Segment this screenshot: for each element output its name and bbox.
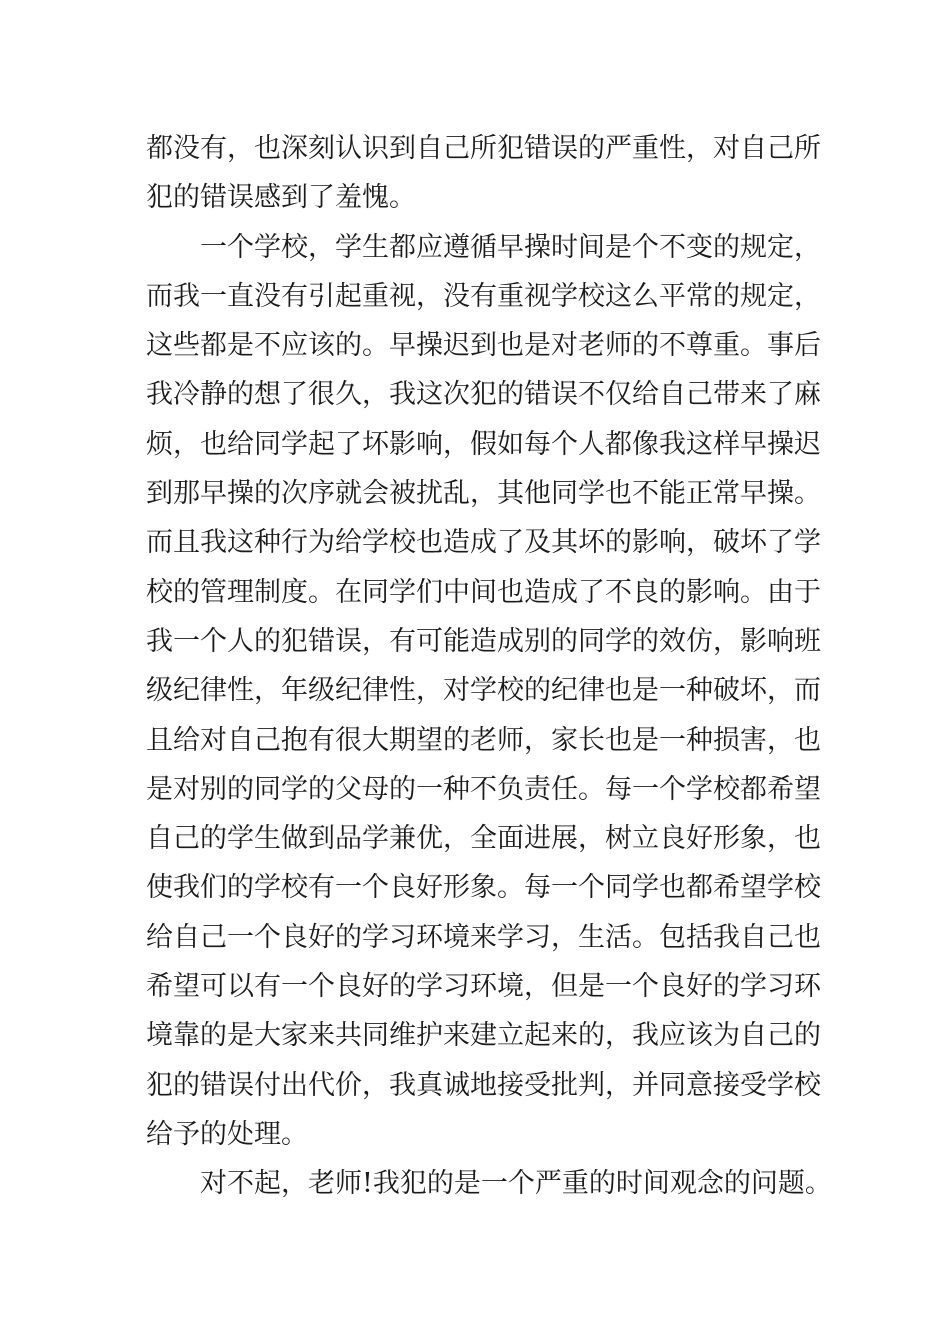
paragraph-2-line-10: 级纪律性，年级纪律性，对学校的纪律也是一种破坏，而 bbox=[146, 675, 821, 707]
paragraph-2-line-17: 境靠的是大家来共同维护来建立起来的，我应该为自己的 bbox=[146, 1020, 821, 1052]
paragraph-2-line-9: 我一个人的犯错误，有可能造成别的同学的效仿，影响班 bbox=[146, 625, 821, 657]
paragraph-2-line-11: 且给对自己抱有很大期望的老师，家长也是一种损害，也 bbox=[146, 724, 821, 756]
paragraph-2-line-2: 而我一直没有引起重视，没有重视学校这么平常的规定， bbox=[146, 280, 821, 312]
paragraph-3-line-1: 对不起，老师!我犯的是一个严重的时间观念的问题。 bbox=[200, 1168, 832, 1200]
paragraph-2-line-19: 给予的处理。 bbox=[146, 1118, 308, 1150]
paragraph-2-line-13: 自己的学生做到品学兼优，全面进展，树立良好形象，也 bbox=[146, 823, 821, 855]
paragraph-1-line-2: 犯的错误感到了羞愧。 bbox=[146, 182, 416, 214]
paragraph-2-line-8: 校的管理制度。在同学们中间也造成了不良的影响。由于 bbox=[146, 576, 821, 608]
paragraph-2-line-15: 给自己一个良好的学习环境来学习，生活。包括我自己也 bbox=[146, 921, 821, 953]
paragraph-2-line-18: 犯的错误付出代价，我真诚地接受批判，并同意接受学校 bbox=[146, 1069, 821, 1101]
paragraph-2-line-1: 一个学校，学生都应遵循早操时间是个不变的规定， bbox=[200, 231, 821, 263]
document-body bbox=[146, 124, 832, 1209]
paragraph-2-line-6: 到那早操的次序就会被扰乱，其他同学也不能正常早操。 bbox=[146, 478, 821, 510]
paragraph-1-line-1: 都没有，也深刻认识到自己所犯错误的严重性，对自己所 bbox=[146, 133, 821, 164]
paragraph-2-line-16: 希望可以有一个良好的学习环境，但是一个良好的学习环 bbox=[146, 971, 821, 1003]
paragraph-2-line-4: 我冷静的想了很久，我这次犯的错误不仅给自己带来了麻 bbox=[146, 379, 821, 411]
paragraph-2-line-5: 烦，也给同学起了坏影响，假如每个人都像我这样早操迟 bbox=[146, 428, 821, 460]
paragraph-2-line-14: 使我们的学校有一个良好形象。每一个同学也都希望学校 bbox=[146, 872, 821, 904]
paragraph-2-line-12: 是对别的同学的父母的一种不负责任。每一个学校都希望 bbox=[146, 773, 821, 805]
paragraph-2-line-3: 这些都是不应该的。早操迟到也是对老师的不尊重。事后 bbox=[146, 330, 821, 362]
paragraph-2-line-7: 而且我这种行为给学校也造成了及其坏的影响，破坏了学 bbox=[146, 527, 821, 559]
